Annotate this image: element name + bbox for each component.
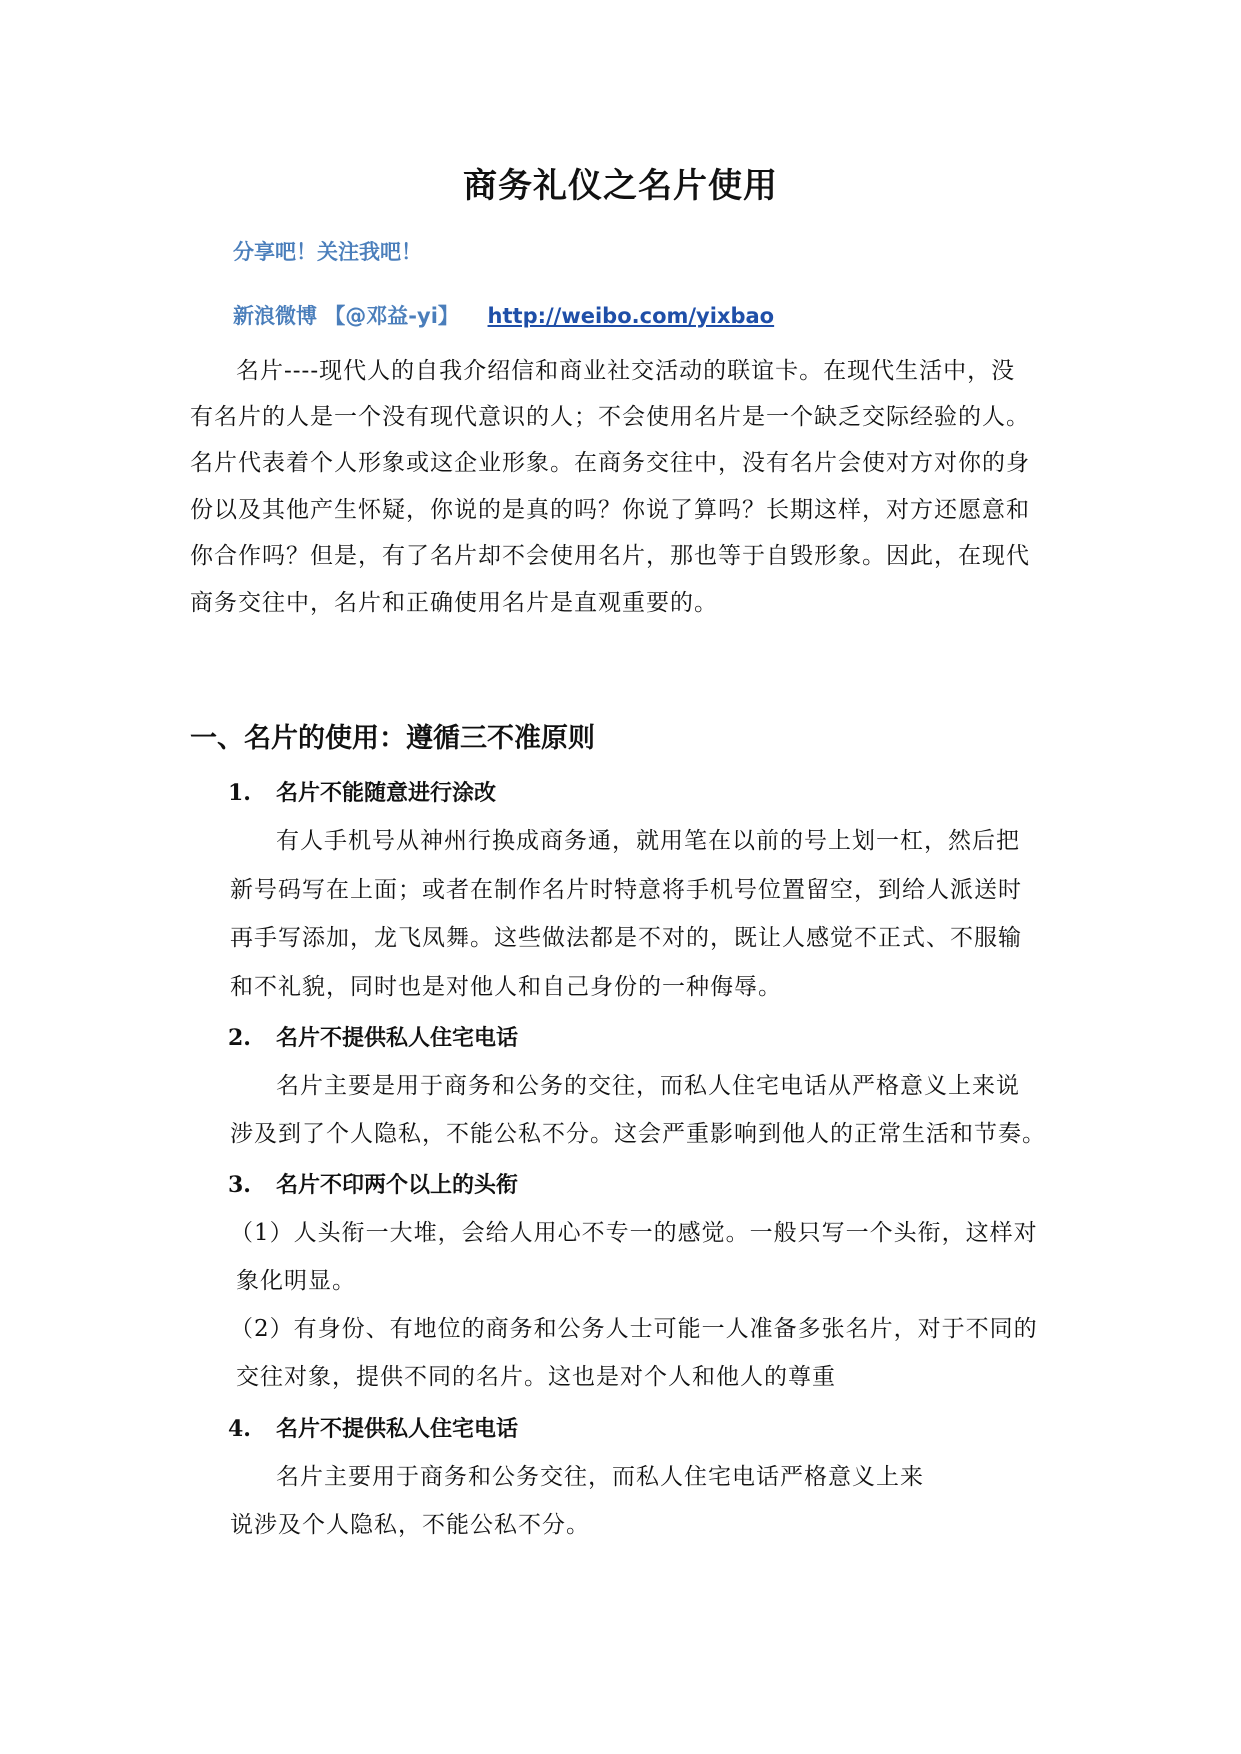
item4-line-2: 说涉及个人隐私，不能公私不分。 (230, 1512, 590, 1538)
item2-line-2: 涉及到了个人隐私，不能公私不分。这会严重影响到他人的正常生活和节奏。 (230, 1121, 1046, 1147)
document-title: 商务礼仪之名片使用 (463, 166, 778, 206)
item-title: 名片不印两个以上的头衔 (276, 1173, 519, 1198)
intro-line-2: 有名片的人是一个没有现代意识的人；不会使用名片是一个缺乏交际经验的人。 (190, 404, 1030, 430)
intro-line-3: 名片代表着个人形象或这企业形象。在商务交往中，没有名片会使对方对你的身 (190, 450, 1030, 476)
item1-line-3: 再手写添加，龙飞凤舞。这些做法都是不对的，既让人感觉不正式、不服输 (230, 925, 1022, 951)
item-title: 名片不能随意进行涂改 (276, 781, 497, 806)
item1-line-2: 新号码写在上面；或者在制作名片时特意将手机号位置留空，到给人派送时 (230, 877, 1022, 903)
item3-line-2: 象化明显。 (236, 1268, 356, 1294)
item-number: 4. (228, 1416, 251, 1442)
intro-line-6: 商务交往中，名片和正确使用名片是直观重要的。 (190, 590, 718, 616)
item1-line-1: 有人手机号从神州行换成商务通，就用笔在以前的号上划一杠，然后把 (276, 828, 1020, 854)
section-heading: 一、名片的使用：遵循三不准原则 (190, 723, 595, 754)
item1-line-4: 和不礼貌，同时也是对他人和自己身份的一种侮辱。 (230, 974, 782, 1000)
intro-line-5: 你合作吗？但是，有了名片却不会使用名片，那也等于自毁形象。因此，在现代 (190, 543, 1030, 569)
weibo-link[interactable]: http://weibo.com/yixbao (487, 304, 775, 328)
item-title: 名片不提供私人住宅电话 (276, 1417, 519, 1442)
item-heading-1 (228, 776, 496, 807)
item-heading-2 (228, 1021, 518, 1052)
item3-line-3: （2）有身份、有地位的商务和公务人士可能一人准备多张名片，对于不同的 (230, 1316, 1038, 1342)
item-number: 2. (228, 1025, 251, 1051)
weibo-label: 新浪微博 【@邓益-yi】 (233, 304, 459, 328)
item-number: 3. (228, 1172, 251, 1198)
item3-line-1: （1）人头衔一大堆，会给人用心不专一的感觉。一般只写一个头衔，这样对 (230, 1220, 1038, 1246)
intro-line-4: 份以及其他产生怀疑，你说的是真的吗？你说了算吗？长期这样，对方还愿意和 (190, 497, 1030, 523)
intro-line-1: 名片----现代人的自我介绍信和商业社交活动的联谊卡。在现代生活中，没 (236, 358, 1016, 384)
item-heading-3 (228, 1168, 518, 1199)
weibo-line (233, 300, 774, 330)
item4-line-1: 名片主要用于商务和公务交往，而私人住宅电话严格意义上来 (276, 1464, 924, 1490)
item3-line-4: 交往对象，提供不同的名片。这也是对个人和他人的尊重 (236, 1364, 836, 1390)
item-title: 名片不提供私人住宅电话 (276, 1026, 519, 1051)
item-heading-4 (228, 1412, 518, 1443)
item-number: 1. (228, 780, 251, 806)
item2-line-1: 名片主要是用于商务和公务的交往，而私人住宅电话从严格意义上来说 (276, 1073, 1020, 1099)
share-line: 分享吧！关注我吧！ (233, 240, 422, 264)
